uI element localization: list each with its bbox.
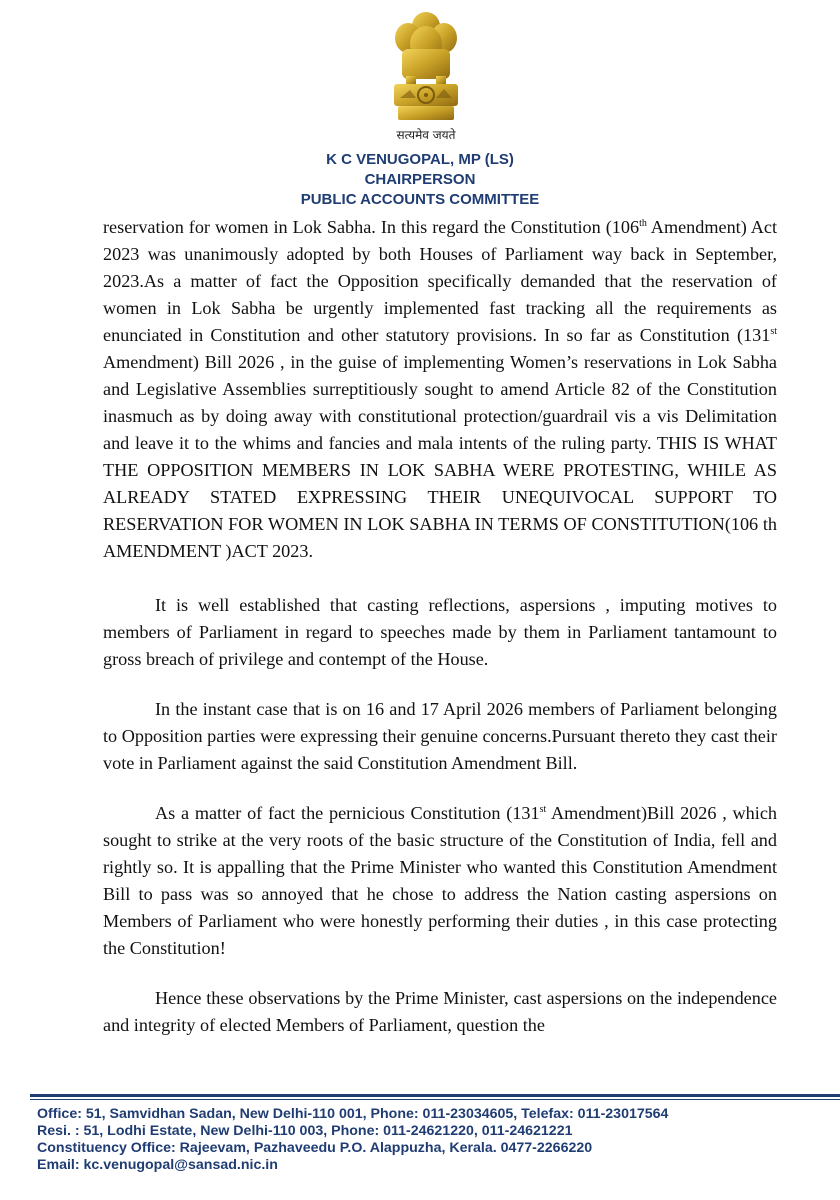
residence-address: Resi. : 51, Lodhi Estate, New Delhi-110 003, Phone: 011-24621220, 011-24621221 — [37, 1123, 573, 1139]
office-address: Office: 51, Samvidhan Sadan, New Delhi-110 001, Phone: 011-23034605, Telefax: 011-23017564 — [37, 1106, 669, 1122]
sender-name: K C VENUGOPAL, MP (LS) — [326, 151, 514, 168]
footer-contacts — [37, 1106, 837, 1174]
letter-body — [103, 214, 777, 1062]
sender-title: CHAIRPERSON — [364, 171, 476, 188]
footer-divider — [30, 1094, 840, 1097]
email-address: Email: kc.venugopal@sansad.nic.in — [37, 1157, 278, 1173]
paragraph-4: As a matter of fact the pernicious Constitution (131st Amendment)Bill 2026 , which sought to strike at the very roots of the basic structure of the Constitution of India, fell and rightly so. It is appalling that the Prime Minister who wanted this Constitution Amendment Bill to pass was so annoyed that he chose to address the Nation casting aspersions on Members of Parliament who were honestly performing their duties , in this case protecting the Constitution! — [103, 803, 777, 958]
committee-name: PUBLIC ACCOUNTS COMMITTEE — [300, 191, 540, 208]
footer-divider-thin — [30, 1099, 840, 1100]
paragraph-1: reservation for women in Lok Sabha. In this regard the Constitution (106th Amendment) Act 2023 was unanimously adopted by both Houses of Parliament way back in September, 2023.As a matter of fact the Opposition specifically demanded that the reservation of women in Lok Sabha be urgently implemented fast tracking all the requirements as enunciated in Constitution and other statutory provisions. In so far as Constitution (131st Amendment) Bill 2026 , in the guise of implementing Women’s reservations in Lok Sabha and Legislative Assemblies surreptitiously sought to amend Article 82 of the Constitution inasmuch as by doing away with constitutional protection/guardrail vis a vis Delimitation and leave it to the whims and fancies and mala intents of the ruling party. THIS IS WHAT THE OPPOSITION MEMBERS IN LOK SABHA WERE PROTESTING, WHILE AS ALREADY STATED EXPRESSING THEIR UNEQUIVOCAL SUPPORT TO RESERVATION FOR WOMEN IN LOK SABHA IN TERMS OF CONSTITUTION(106 th AMENDMENT )ACT 2023. — [103, 217, 778, 561]
letterhead — [0, 150, 840, 210]
ashoka-emblem-icon — [376, 4, 476, 144]
emblem-motto: सत्यमेव जयते — [396, 128, 456, 142]
paragraph-2: It is well established that casting reflections, aspersions , imputing motives to members of Parliament in regard to speeches made by them in Parliament tantamount to gross breach of privilege and contempt of the House. — [103, 595, 777, 669]
paragraph-5: Hence these observations by the Prime Minister, cast aspersions on the independence and integrity of elected Members of Parliament, question the — [103, 988, 777, 1035]
constituency-address: Constituency Office: Rajeevam, Pazhaveedu P.O. Alappuzha, Kerala. 0477-2266220 — [37, 1140, 593, 1156]
paragraph-3: In the instant case that is on 16 and 17 April 2026 members of Parliament belonging to Opposition parties were expressing their genuine concerns.Pursuant thereto they cast their vote in Parliament against the said Constitution Amendment Bill. — [103, 699, 777, 773]
